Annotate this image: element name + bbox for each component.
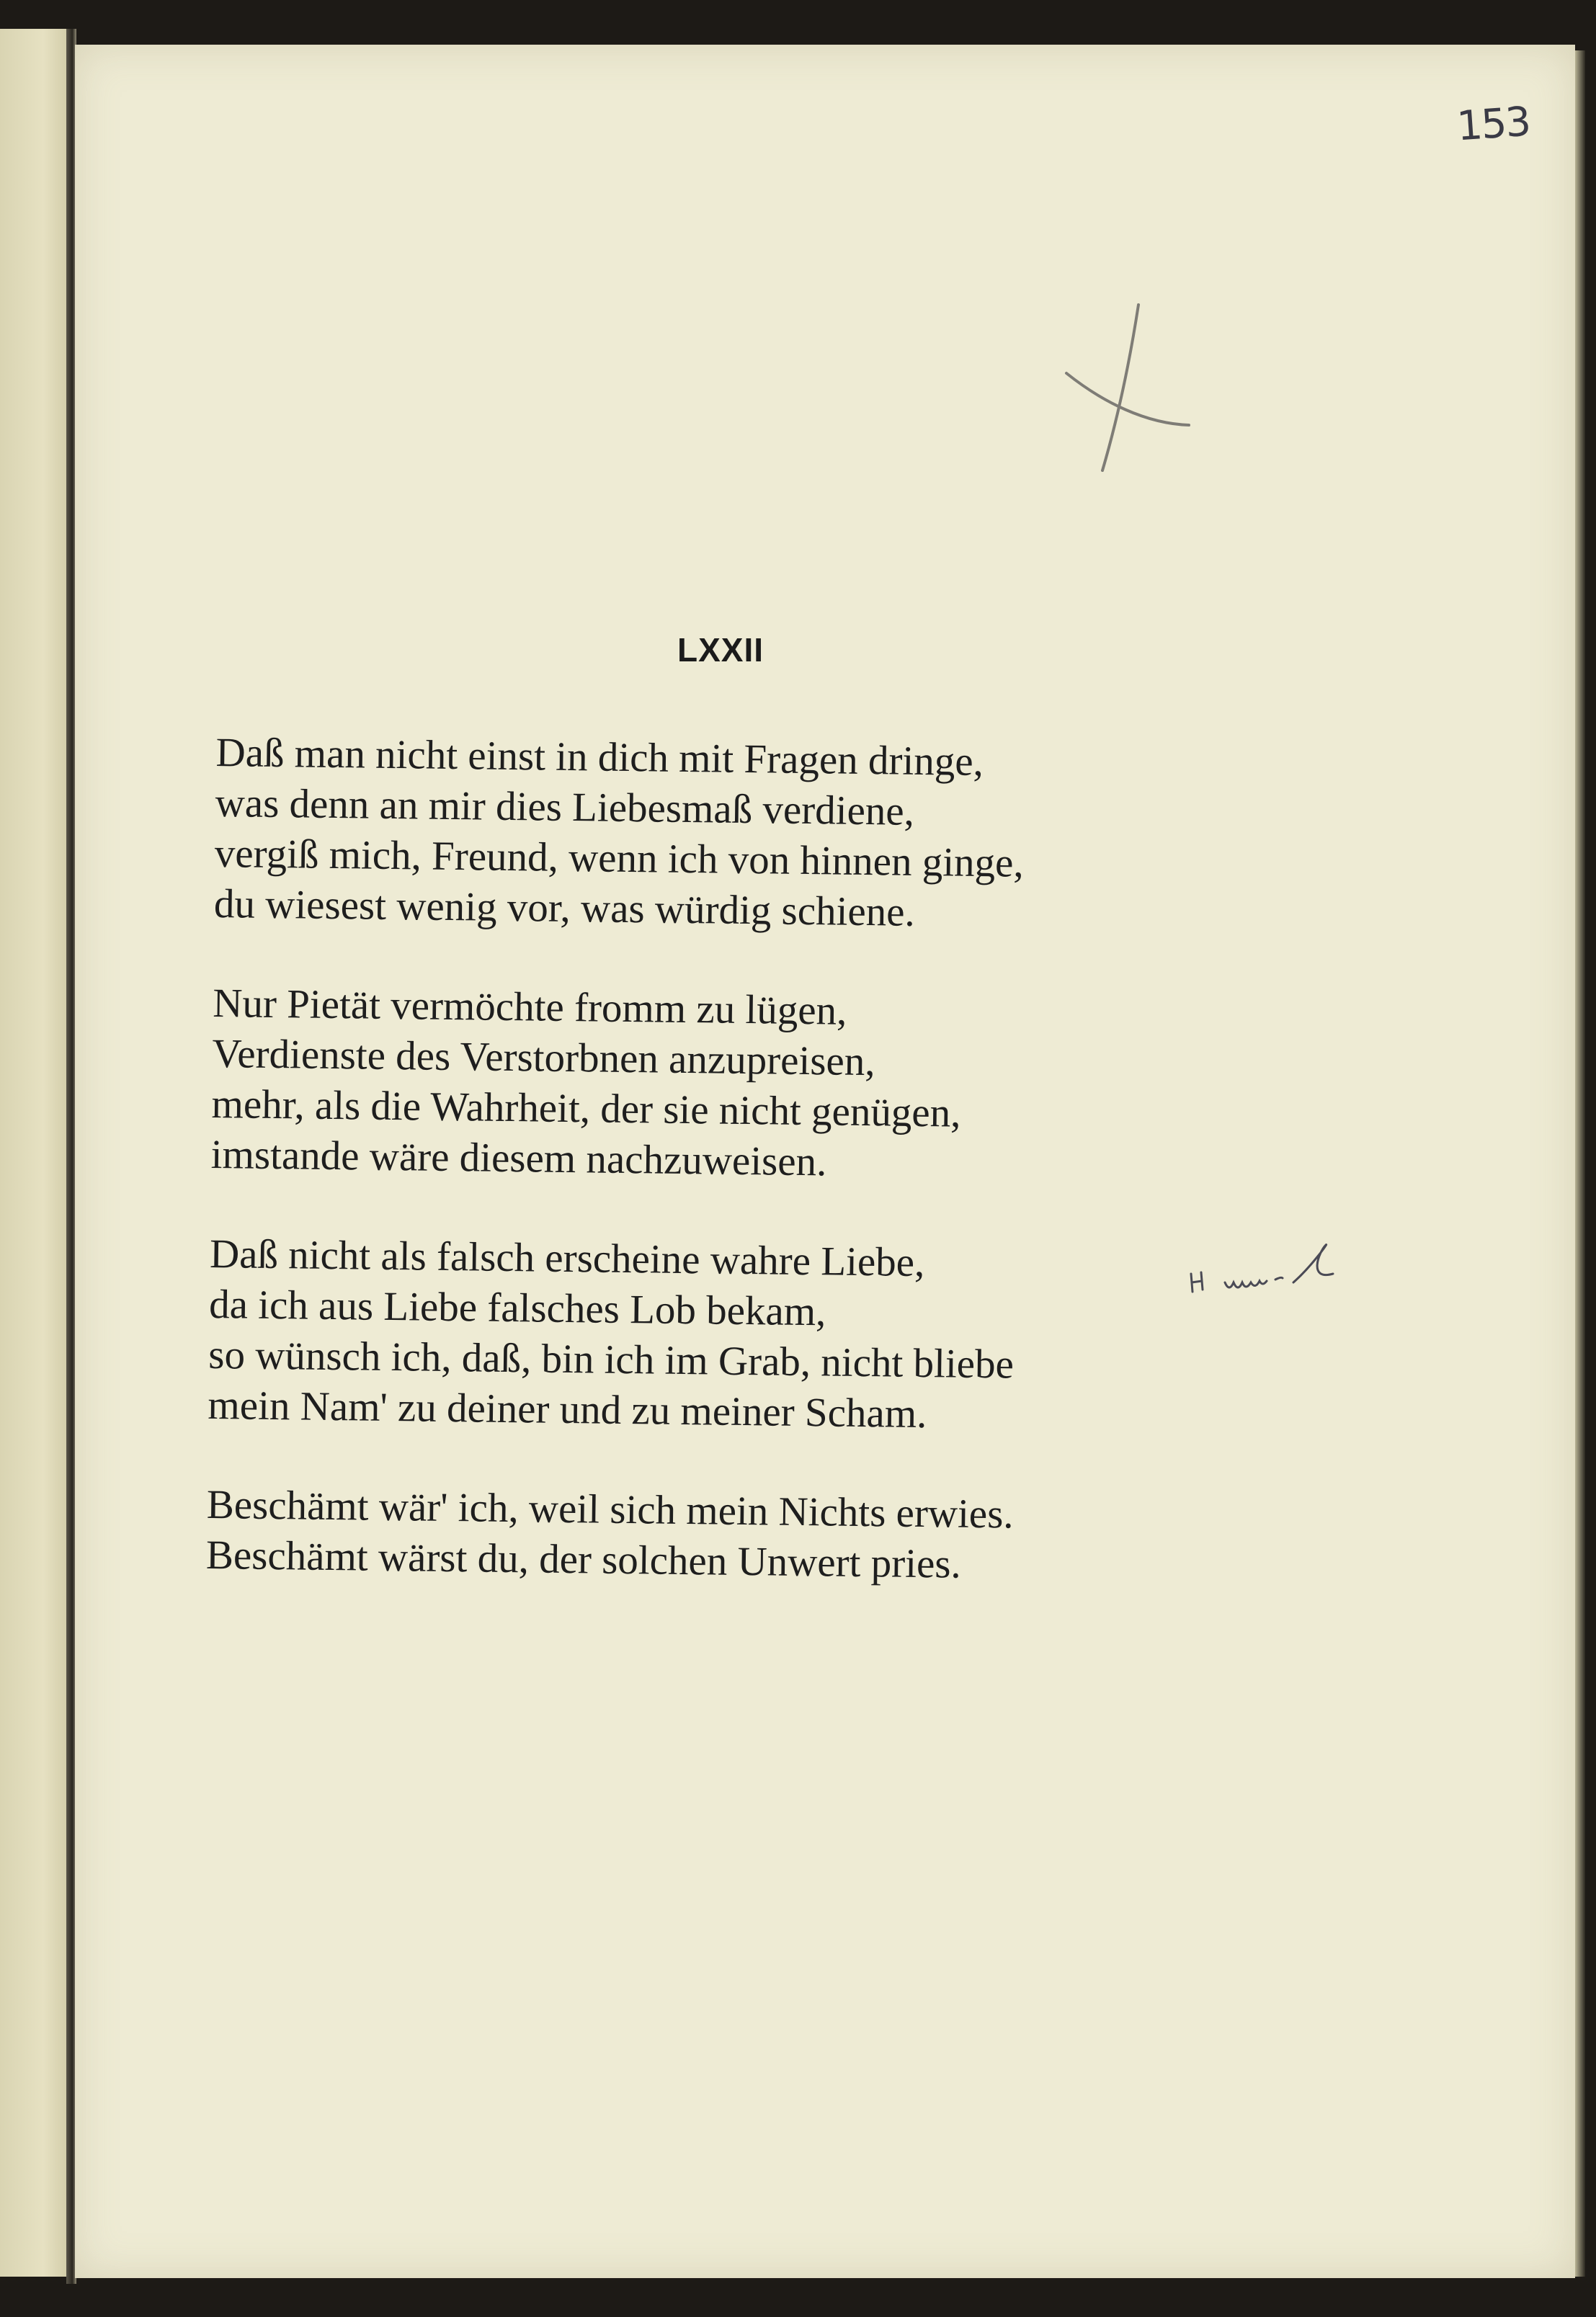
- previous-page-edge: [0, 29, 72, 2277]
- poem-line: Beschämt wär' ich, weil sich mein Nichts erwies.: [206, 1481, 1015, 1537]
- poem-line: mein Nam' zu deiner und zu meiner Scham.: [208, 1382, 927, 1437]
- poem-line: Verdienste des Verstorbnen anzupreisen,: [212, 1030, 875, 1085]
- poem-line: mehr, als die Wahrheit, der sie nicht genügen,: [211, 1081, 961, 1136]
- poem-number: LXXII: [677, 631, 764, 669]
- poem-line: Nur Pietät vermöchte fromm zu lügen,: [212, 980, 847, 1034]
- page-edge: [1575, 50, 1585, 2277]
- poem-text: [206, 728, 1225, 1593]
- stanza-1: [214, 728, 1225, 942]
- poem-line: vergiß mich, Freund, wenn ich von hinnen ginge,: [214, 830, 1025, 886]
- page-number: 153: [1455, 98, 1532, 151]
- poem-line: Daß man nicht einst in dich mit Fragen dringe,: [215, 729, 984, 785]
- poem-line: Beschämt wärst du, der solchen Unwert pries.: [205, 1532, 962, 1587]
- stanza-2: [210, 978, 1221, 1192]
- closing-couplet: [206, 1480, 1216, 1593]
- poem-line: so wünsch ich, daß, bin ich im Grab, nicht bliebe: [208, 1331, 1015, 1388]
- stanza-3: [208, 1229, 1218, 1443]
- poem-line: was denn an mir dies Liebesmaß verdiene,: [215, 780, 915, 834]
- poem-line: du wiesest wenig vor, was würdig schiene.: [213, 880, 916, 935]
- poem-line: da ich aus Liebe falsches Lob bekam,: [208, 1281, 826, 1335]
- poem-line: Daß nicht als falsch erscheine wahre Liebe,: [209, 1231, 925, 1286]
- pencil-cross-mark: [1059, 301, 1196, 474]
- poem-line: imstande wäre diesem nachzuweisen.: [210, 1131, 827, 1185]
